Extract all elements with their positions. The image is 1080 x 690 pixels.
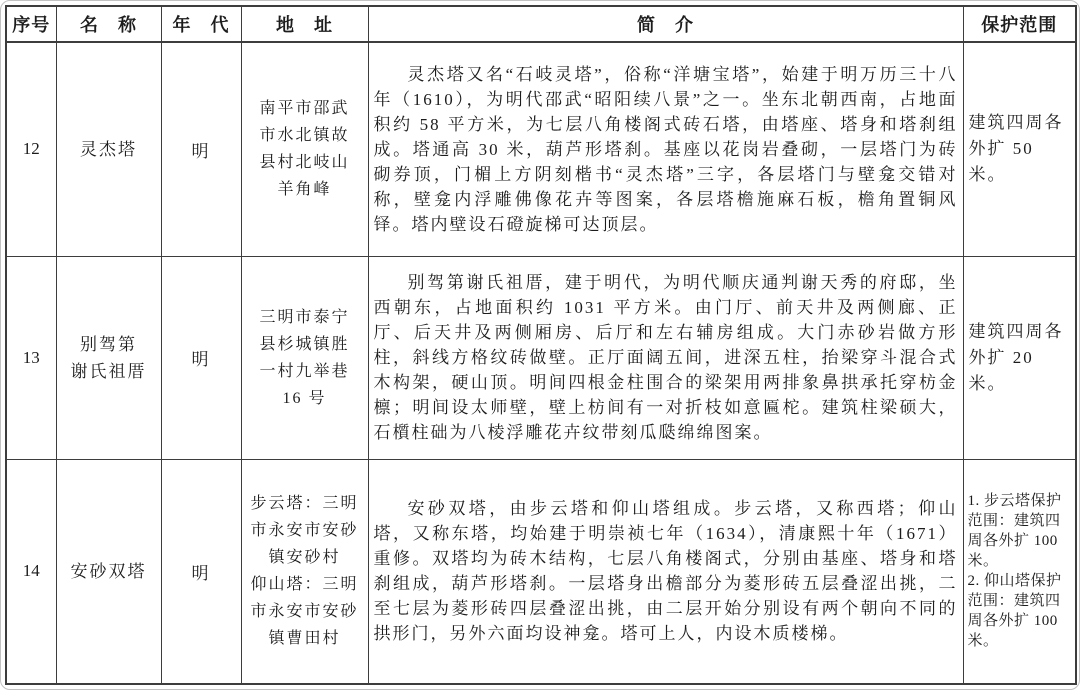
address-line: 仰山塔：三明	[250, 576, 359, 594]
protection-scope	[963, 42, 1076, 256]
col-header-protection: 保护范围	[963, 6, 1076, 42]
site-intro	[368, 256, 963, 459]
address-line: 三明市泰宁	[259, 308, 350, 326]
protection-line: 建筑四周各外扩 50 米。	[968, 113, 1064, 185]
table-row	[6, 256, 1076, 459]
table-row	[6, 459, 1076, 684]
table-row	[6, 42, 1076, 256]
address-line: 市水北镇故	[259, 127, 350, 145]
site-era: 明	[161, 42, 241, 256]
address-line: 一村九举巷	[259, 362, 350, 380]
protection-scope	[963, 459, 1076, 684]
address-line: 县杉城镇胜	[259, 335, 350, 353]
site-intro	[368, 459, 963, 684]
site-address	[241, 42, 368, 256]
address-line: 县村北岐山	[259, 154, 350, 172]
protection-line: 2. 仰山塔保护范围：建筑四周各外扩 100 米。	[967, 573, 1062, 650]
address-line: 市永安市安砂	[250, 522, 359, 540]
site-name	[56, 256, 161, 459]
site-name-line: 别驾第	[80, 334, 137, 354]
protection-line: 建筑四周各外扩 20 米。	[968, 321, 1064, 393]
intro-paragraph: 安砂双塔，由步云塔和仰山塔组成。步云塔，又称西塔；仰山塔，又称东塔，均始建于明崇祯七年（1634），清康熙十年（1671）重修。双塔均为砖木结构，七层八角楼阁式，分别由基座、塔身和塔刹组成，葫芦形塔刹。一层塔身出檐部分为菱形砖五层叠涩出挑，二至七层为菱形砖四层叠涩出挑，由二层开始分别设有两个朝向不同的拱形门，另外六面均设神龛。塔可上人，内设木质楼梯。	[373, 499, 958, 644]
row-number: 12	[6, 42, 56, 256]
address-line: 羊角峰	[277, 181, 332, 199]
protection-scope	[963, 256, 1076, 459]
col-header-no: 序号	[6, 6, 56, 42]
site-name-line: 灵杰塔	[80, 139, 137, 159]
header-row	[6, 6, 1076, 42]
col-header-era: 年 代	[161, 6, 241, 42]
site-name-line: 谢氏祖厝	[70, 361, 147, 381]
site-address	[241, 256, 368, 459]
site-intro	[368, 42, 963, 256]
row-number: 14	[6, 459, 56, 684]
protection-line: 1. 步云塔保护范围：建筑四周各外扩 100 米。	[967, 493, 1062, 570]
address-line: 市永安市安砂	[250, 603, 359, 621]
address-line: 步云塔：三明	[250, 495, 359, 513]
col-header-address: 地 址	[241, 6, 368, 42]
address-line: 镇安砂村	[268, 549, 341, 567]
site-name	[56, 42, 161, 256]
address-line: 南平市邵武	[259, 100, 350, 118]
site-address	[241, 459, 368, 684]
col-header-name: 名 称	[56, 6, 161, 42]
heritage-table	[5, 5, 1077, 685]
row-number: 13	[6, 256, 56, 459]
site-name	[56, 459, 161, 684]
col-header-intro: 简 介	[368, 6, 963, 42]
intro-paragraph: 灵杰塔又名“石岐灵塔”，俗称“洋塘宝塔”，始建于明万历三十八年（1610），为明代邵武“昭阳续八景”之一。坐东北朝西南，占地面积约 58 平方米，为七层八角楼阁式砖石塔，由塔座、塔身和塔刹组成。塔通高 30 米，葫芦形塔刹。基座以花岗岩叠砌，一层塔门为砖砌券顶，门楣上方阴刻楷书“灵杰塔”三字，各层塔门与壁龛交错对称，壁龛内浮雕佛像花卉等图案，各层塔檐施麻石板，檐角置铜风铎。塔内壁设石磴旋梯可达顶层。	[373, 64, 958, 234]
address-line: 16 号	[282, 389, 327, 407]
site-era: 明	[161, 256, 241, 459]
site-name-line: 安砂双塔	[70, 561, 147, 581]
address-line: 镇曹田村	[268, 630, 341, 648]
site-era: 明	[161, 459, 241, 684]
intro-paragraph: 别驾第谢氏祖厝，建于明代，为明代顺庆通判谢天秀的府邸，坐西朝东，占地面积约 1031 平方米。由门厅、前天井及两侧廊、正厅、后天井及两侧厢房、后厅和左右辅房组成。大门赤砂岩做方形柱，斜线方格纹砖做壁。正厅面阔五间，进深五柱，抬梁穿斗混合式木构架，硬山顶。明间四根金柱围合的梁架用两排象鼻拱承托穿枋金檩；明间设太师壁，壁上枋间有一对折枝如意匾柁。建筑柱梁硕大，石櫍柱础为八棱浮雕花卉纹带刻瓜瓞绵绵图案。	[373, 273, 958, 442]
